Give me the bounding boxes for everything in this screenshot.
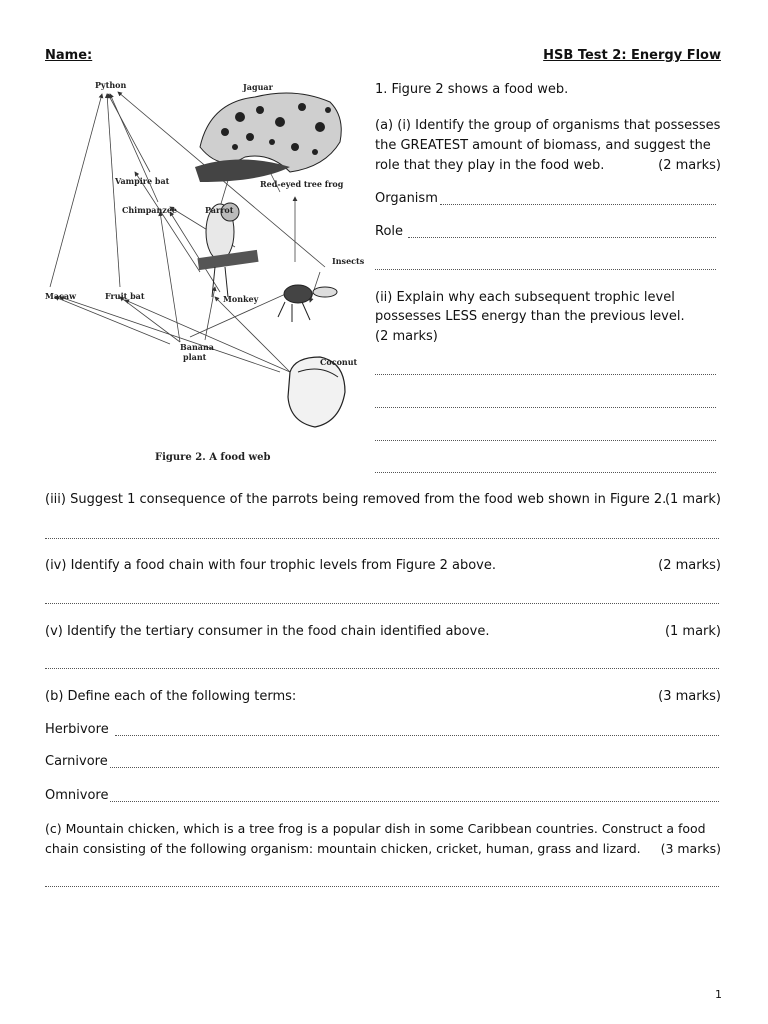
q1-aiv-text: (iv) Identify a food chain with four trophic levels from Figure 2 above. [45, 558, 496, 573]
label-banana: Banana [180, 342, 214, 352]
label-macaw: Macaw [45, 291, 76, 301]
c-answer-line[interactable] [45, 885, 719, 887]
q1-intro: 1. Figure 2 shows a food web. [375, 82, 569, 97]
name-label: Name: [45, 48, 93, 63]
label-parrot: Parrot [205, 205, 234, 215]
label-plant: plant [183, 352, 207, 362]
q1-ai-line3: role that they play in the food web. [375, 158, 605, 173]
jaguar-drawing [195, 93, 341, 182]
coconut-drawing [288, 357, 345, 427]
organism-answer-line[interactable] [440, 203, 716, 205]
label-coconut: Coconut [320, 357, 358, 367]
term-carnivore: Carnivore [45, 754, 108, 769]
q1-aii-line2: possesses LESS energy than the previous level. [375, 309, 685, 324]
food-web-figure [40, 72, 370, 472]
role-answer-line[interactable] [408, 236, 716, 238]
insects-drawing [278, 285, 337, 322]
q1-ai-line1: (a) (i) Identify the group of organisms that possesses [375, 118, 721, 133]
role-label: Role [375, 224, 404, 239]
label-red-eyed-tree-frog: Red-eyed tree frog [260, 179, 344, 189]
label-vampire-bat: Vampire bat [115, 176, 170, 186]
q1-aii-line1: (ii) Explain why each subsequent trophic level [375, 290, 675, 305]
q1-c-line2: chain consisting of the following organism: mountain chicken, cricket, human, grass and lizard. [45, 841, 641, 856]
q1-aiii-marks: (1 mark) [664, 492, 721, 507]
herbivore-answer-line[interactable] [115, 734, 719, 736]
carnivore-answer-line[interactable] [110, 766, 719, 768]
aii-answer-line-2[interactable] [375, 406, 716, 408]
q1-b-text: (b) Define each of the following terms: [45, 689, 297, 704]
aii-answer-line-4[interactable] [375, 471, 716, 473]
aiv-answer-line[interactable] [45, 602, 719, 604]
q1-aii-marks: (2 marks) [375, 329, 438, 344]
label-monkey: Monkey [223, 294, 259, 304]
label-insects: Insects [332, 256, 365, 266]
label-fruit-bat: Fruit bat [105, 291, 145, 301]
figure-caption: Figure 2. A food web [155, 452, 271, 463]
test-title: HSB Test 2: Energy Flow [543, 48, 721, 63]
aii-answer-line-3[interactable] [375, 439, 716, 441]
label-python: Python [95, 80, 127, 90]
omnivore-answer-line[interactable] [110, 800, 719, 802]
av-answer-line[interactable] [45, 667, 719, 669]
aii-answer-line-1[interactable] [375, 373, 716, 375]
term-omnivore: Omnivore [45, 788, 109, 803]
term-herbivore: Herbivore [45, 722, 109, 737]
page-number: 1 [715, 988, 722, 1001]
q1-ai-marks: (2 marks) [658, 158, 721, 173]
q1-aiv-marks: (2 marks) [658, 558, 721, 573]
q1-av-text: (v) Identify the tertiary consumer in the food chain identified above. [45, 624, 490, 639]
q1-c-marks: (3 marks) [660, 841, 721, 856]
q1-c-line1: (c) Mountain chicken, which is a tree frog is a popular dish in some Caribbean countries. Construct a food [45, 821, 706, 836]
parrot-drawing [197, 203, 258, 297]
label-chimpanzee: Chimpanzee [122, 205, 178, 215]
q1-b-marks: (3 marks) [658, 689, 721, 704]
q1-aiii-text: (iii) Suggest 1 consequence of the parrots being removed from the food web shown in Figure 2. [45, 492, 667, 507]
aiii-answer-line[interactable] [45, 537, 719, 539]
label-jaguar: Jaguar [243, 82, 273, 92]
organism-label: Organism [375, 191, 438, 206]
role-answer-line-2[interactable] [375, 268, 716, 270]
q1-ai-line2: the GREATEST amount of biomass, and suggest the [375, 138, 711, 153]
q1-av-marks: (1 mark) [664, 624, 721, 639]
